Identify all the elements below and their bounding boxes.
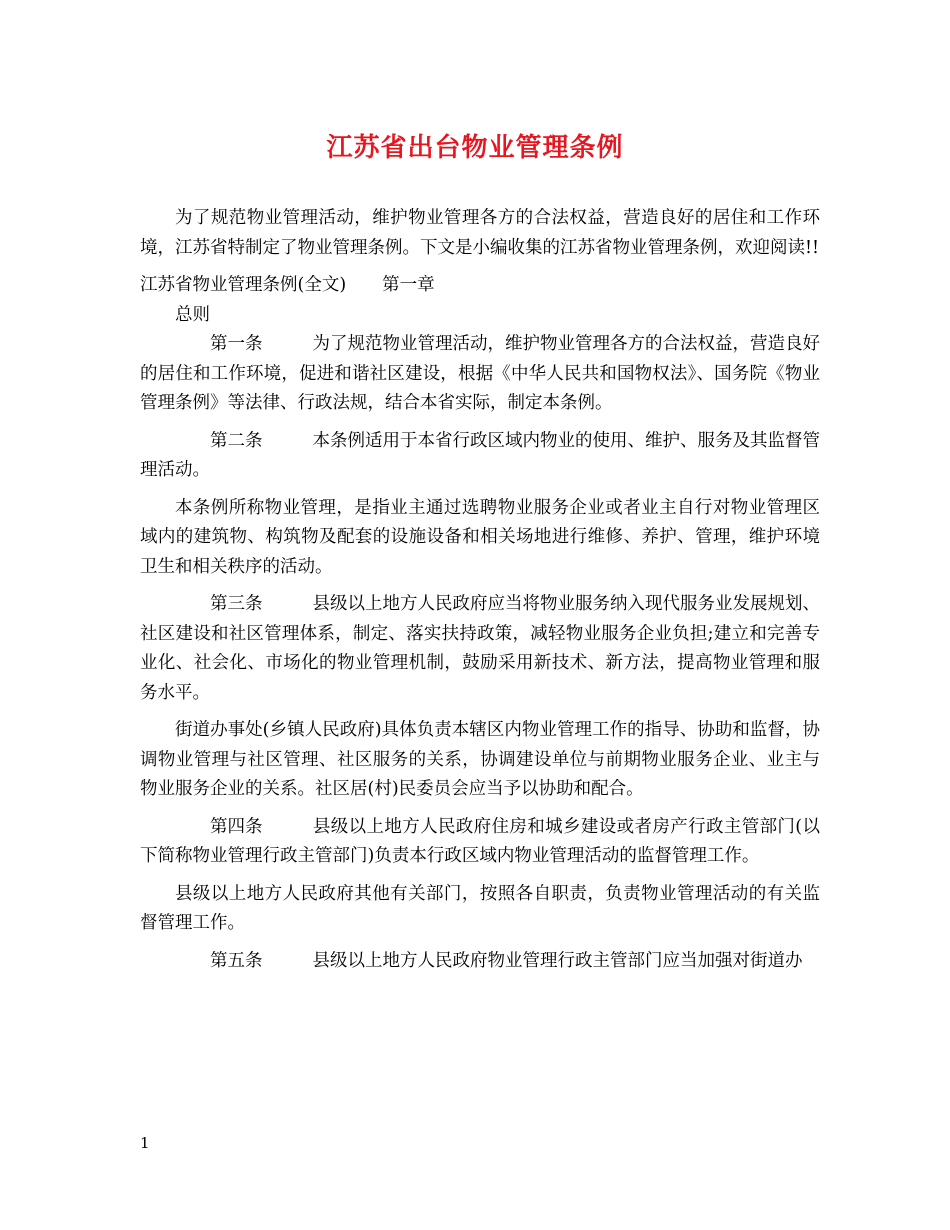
article-text: 县级以上地方人民政府住房和城乡建设或者房产行政主管部门(以下简称物业管理行政主管部门)负责本行政区域内物业管理活动的监督管理工作。 [140,816,820,866]
article-text: 本条例适用于本省行政区域内物业的使用、维护、服务及其监督管理活动。 [140,430,820,480]
heading-line [140,271,820,301]
article-label: 第五条 [210,950,263,971]
article-4 [140,813,820,872]
article-2-paragraph-2: 本条例所称物业管理，是指业主通过选聘物业服务企业或者业主自行对物业管理区域内的建筑物、构筑物及配套的设施设备和相关场地进行维修、养护、管理，维护环境卫生和相关秩序的活动。 [140,497,820,577]
document-title: 江苏省出台物业管理条例 [326,133,624,163]
article-text: 为了规范物业管理活动，维护物业管理各方的合法权益，营造良好的居住和工作环境，促进和谐社区建设，根据《中华人民共和国物权法》、国务院《物业管理条例》等法律、行政法规，结合本省实际，制定本条例。 [140,334,820,413]
article-2 [140,427,820,486]
article-label: 第二条 [210,430,263,451]
article-3-paragraph-2: 街道办事处(乡镇人民政府)具体负责本辖区内物业管理工作的指导、协助和监督，协调物业管理与社区管理、社区服务的关系，协调建设单位与前期物业服务企业、业主与物业服务企业的关系。社区居(村)民委员会应当予以协助和配合。 [140,720,820,799]
document-name: 江苏省物业管理条例(全文) [140,275,347,295]
article-text: 县级以上地方人民政府应当将物业服务纳入现代服务业发展规划、社区建设和社区管理体系，制定、落实扶持政策，减轻物业服务企业负担;建立和完善专业化、社会化、市场化的物业管理机制，鼓励采用新技术、新方法，提高物业管理和服务水平。 [140,594,820,703]
article-label: 第一条 [210,334,263,354]
intro-paragraph: 为了规范物业管理活动，维护物业管理各方的合法权益，营造良好的居住和工作环境，江苏省特制定了物业管理条例。下文是小编收集的江苏省物业管理条例，欢迎阅读!! [140,208,820,258]
article-3 [140,590,820,708]
chapter-title: 总则 [175,304,210,325]
page-number: 1 [140,1134,150,1152]
article-4-paragraph-2: 县级以上地方人民政府其他有关部门，按照各自职责，负责物业管理活动的有关监督管理工作。 [140,883,820,933]
article-5 [140,947,820,977]
chapter-label: 第一章 [382,275,435,295]
article-text: 县级以上地方人民政府物业管理行政主管部门应当加强对街道办 [312,950,803,971]
article-1 [140,330,820,419]
article-label: 第三条 [210,594,263,614]
document-body [140,204,820,984]
article-label: 第四条 [210,816,263,837]
